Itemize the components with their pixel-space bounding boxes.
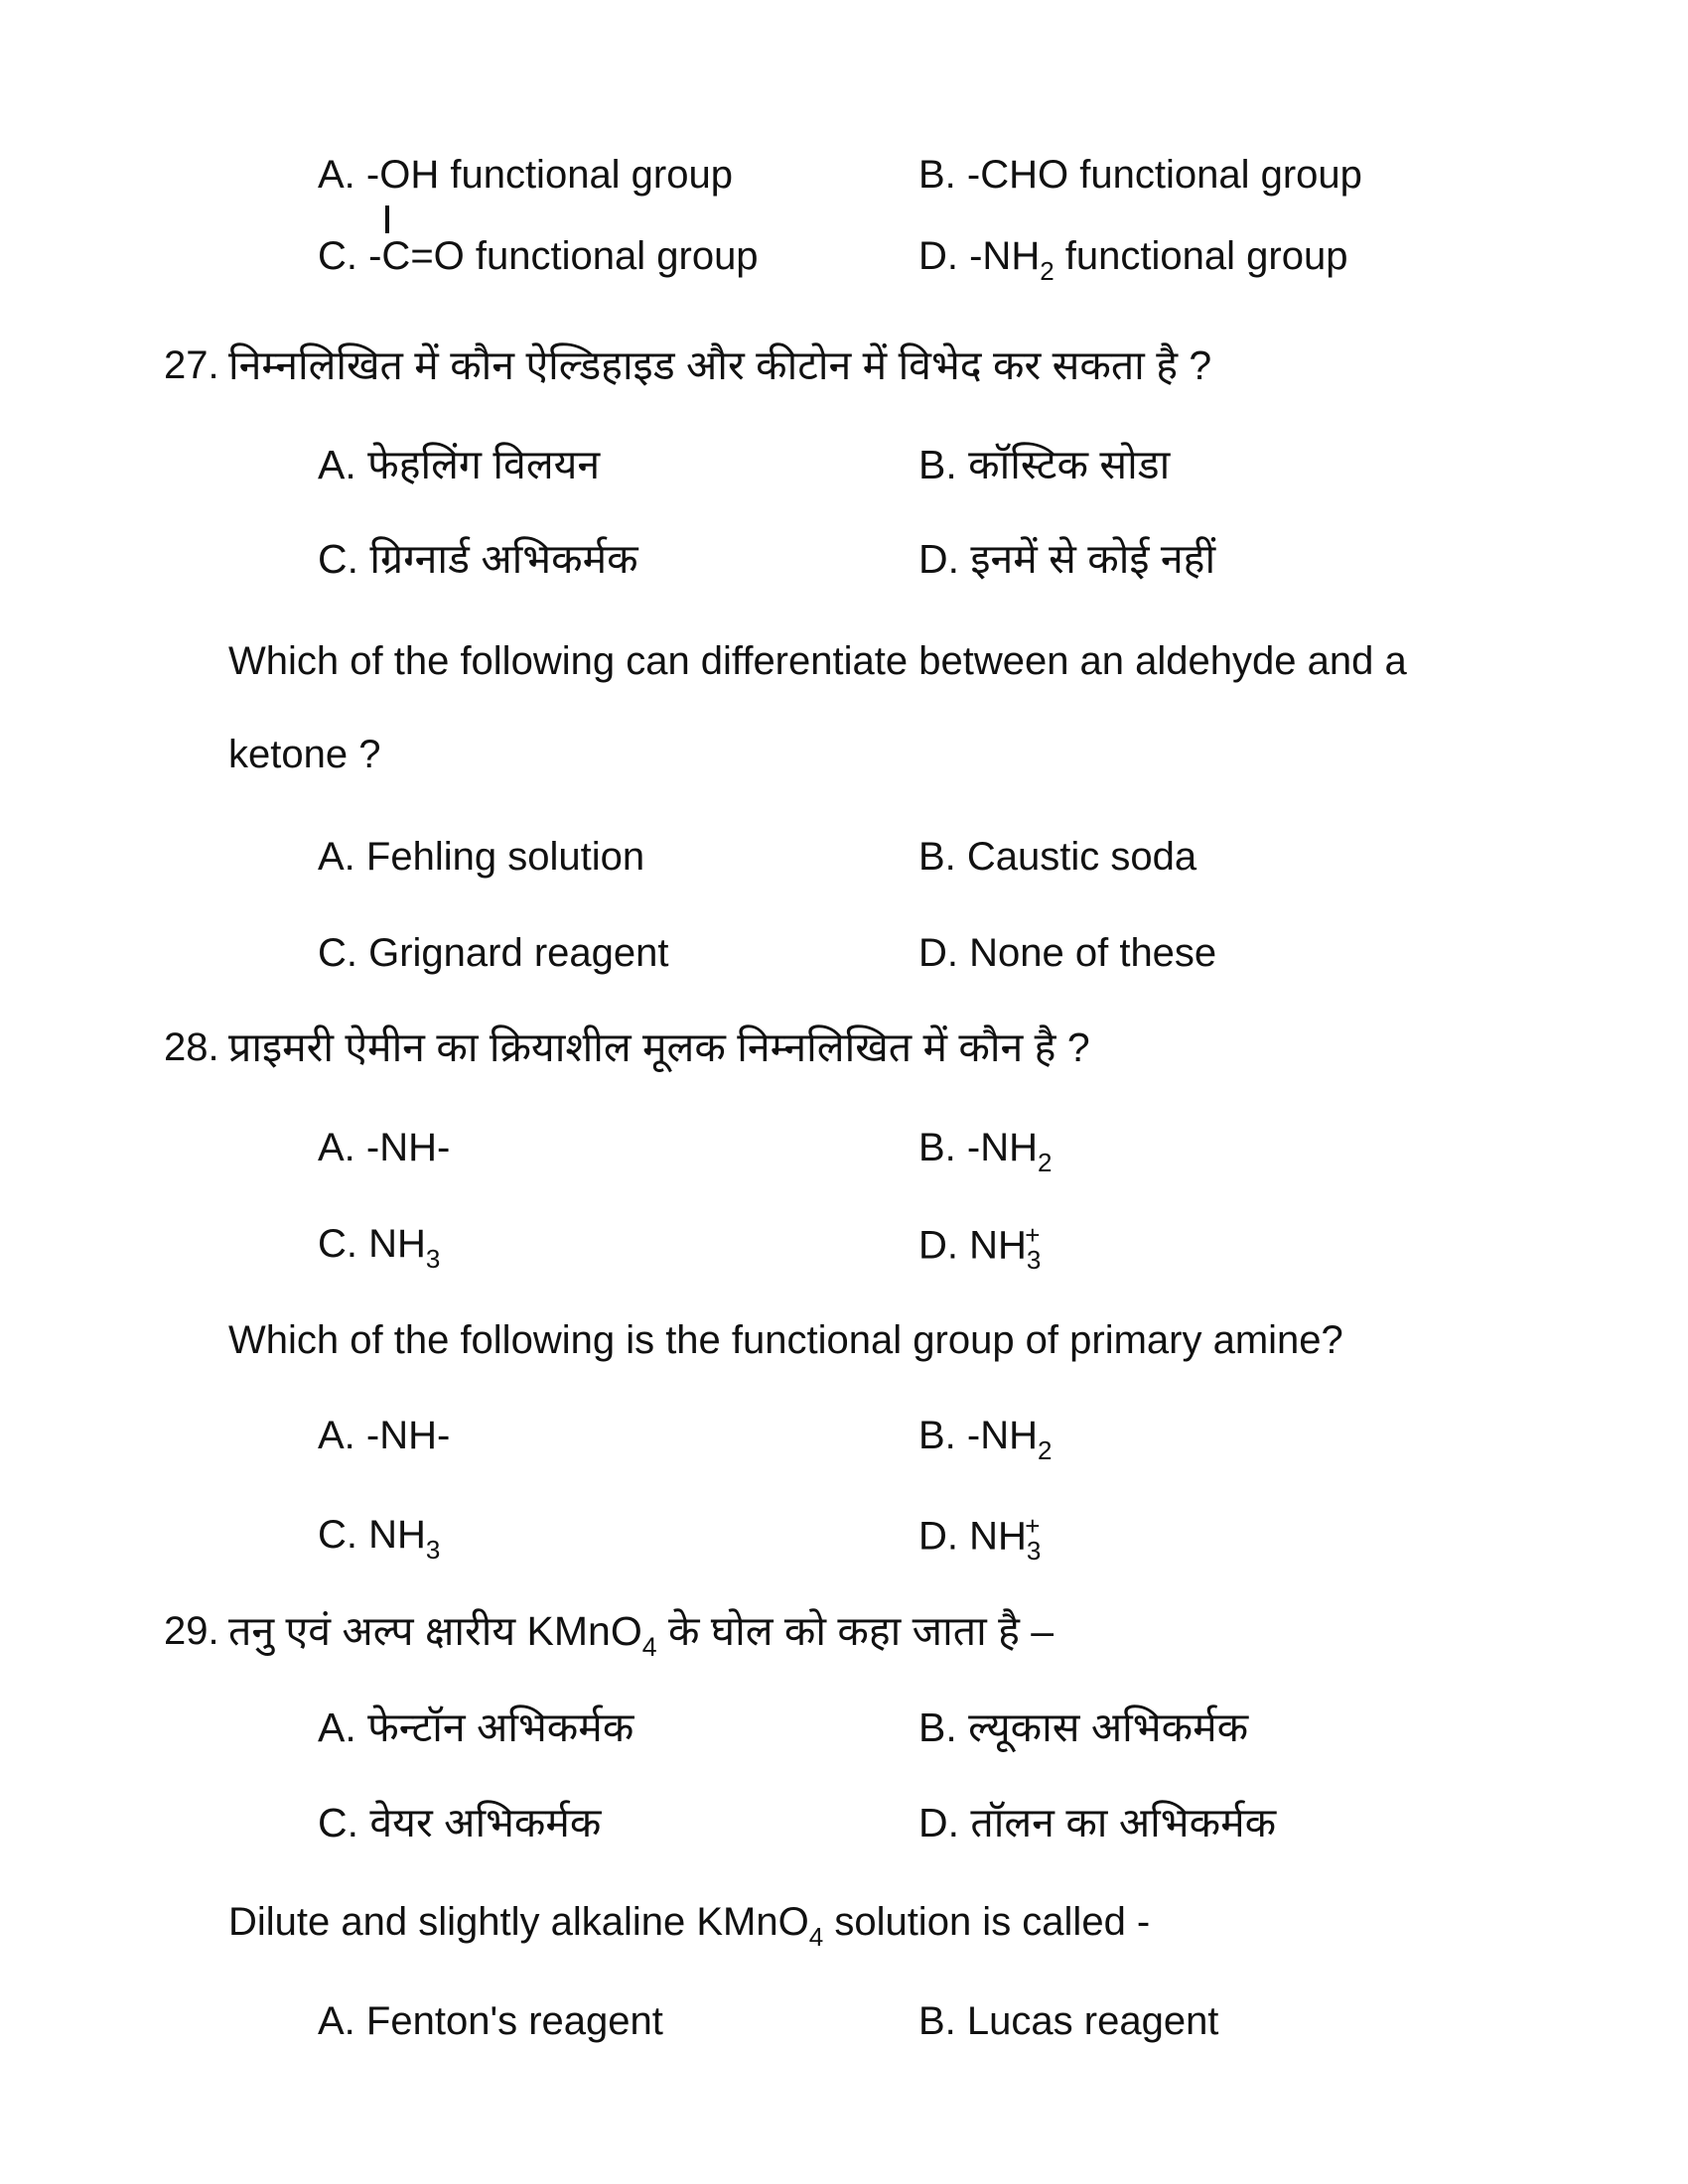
q28-english-option-c: C. $NH_3$: [318, 1513, 441, 1565]
q29-english-option-b: B. Lucas reagent: [918, 1999, 1219, 2043]
q27-english-option-b: B. Caustic soda: [918, 835, 1197, 879]
q27-english-option-c: C. Grignard reagent: [318, 931, 669, 975]
q26-option-d: D. $-NH_2$ functional group: [918, 234, 1348, 286]
q27-hindi-option-b: B. कॉस्टिक सोडा: [918, 442, 1171, 487]
q28-english-option-b: B. $-NH_2$: [918, 1414, 1053, 1465]
q29-hindi-option-a: A. फेन्टॉन अभिकर्मक: [318, 1705, 634, 1750]
q27-english-option-d: D. None of these: [918, 931, 1217, 975]
q28-number: 28.: [164, 1025, 219, 1069]
q29-english-option-a: A. Fenton's reagent: [318, 1999, 663, 2043]
bond-line-icon: [385, 205, 389, 233]
q28-hindi-question: प्राइमरी ऐमीन का क्रियाशील मूलक निम्नलिखित में कौन है ?: [228, 1024, 1090, 1070]
q28-option-b: B. $-NH_2$: [918, 1126, 1053, 1177]
q29-hindi-option-b: B. ल्यूकास अभिकर्मक: [918, 1705, 1249, 1750]
q27-hindi-option-a: A. फेहलिंग विलयन: [318, 442, 601, 487]
q29-hindi-question: तनु एवं अल्प क्षारीय KMnO$_4$ के घोल को कहा जाता है –: [228, 1608, 1055, 1663]
q28-english-option-d: D. $NH_3^+$: [918, 1511, 1042, 1567]
q26-option-c: C. -C=O functional group: [318, 234, 759, 278]
q29-english-question-text: Dilute and slightly alkaline KMnO$_4$ solution is called -: [228, 1900, 1151, 1952]
q28-option-c: C. $NH_3$: [318, 1222, 441, 1274]
q26-option-a: A. -OH functional group: [318, 153, 733, 197]
q29-hindi-option-c: C. वेयर अभिकर्मक: [318, 1800, 602, 1845]
q27-english-question-text-1: Which of the following can differentiate between an aldehyde and a: [228, 639, 1407, 683]
q28-english-question-text: Which of the following is the functional group of primary amine?: [228, 1318, 1343, 1362]
q29-hindi-option-d: D. तॉलन का अभिकर्मक: [918, 1800, 1277, 1845]
q27-number: 27.: [164, 343, 219, 387]
q26-option-b: B. -CHO functional group: [918, 153, 1362, 197]
q27-hindi-option-d: D. इनमें से कोई नहीं: [918, 536, 1216, 582]
q29-number: 29.: [164, 1609, 219, 1653]
q27-hindi-question: निम्नलिखित में कौन ऐल्डिहाइड और कीटोन में विभेद कर सकता है ?: [228, 342, 1212, 388]
q27-english-question-text-2: ketone ?: [228, 733, 381, 776]
q28-option-d: D. $NH_3^+$: [918, 1220, 1042, 1276]
q27-english-option-a: A. Fehling solution: [318, 835, 645, 879]
q28-english-option-a: A. -NH-: [318, 1414, 451, 1457]
q28-option-a: A. -NH-: [318, 1126, 451, 1169]
q27-hindi-option-c: C. ग्रिग्नार्ड अभिकर्मक: [318, 536, 638, 582]
